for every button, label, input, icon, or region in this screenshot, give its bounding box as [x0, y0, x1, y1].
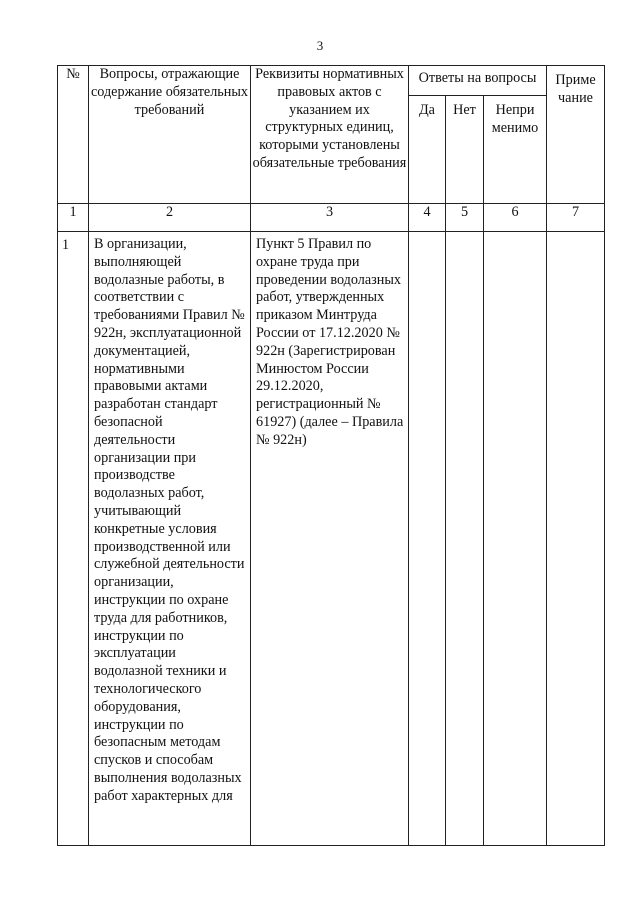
header-answers: Ответы на вопросы [409, 66, 547, 96]
table-row [58, 232, 605, 846]
answer-yes-cell[interactable] [409, 232, 446, 846]
header-yes: Да [409, 96, 446, 204]
answer-no-cell[interactable] [446, 232, 484, 846]
column-number: 6 [484, 204, 547, 232]
column-number: 4 [409, 204, 446, 232]
row-number: 1 [58, 232, 89, 846]
header-no: Нет [446, 96, 484, 204]
column-number: 3 [251, 204, 409, 232]
header-requisites: Реквизиты нормативных правовых актов с указанием их структурных единиц, которыми установлены обязательные требования [251, 66, 409, 204]
column-number-row [58, 204, 605, 232]
header-question: Вопросы, отражающие содержание обязательных требований [89, 66, 251, 204]
header-num: № [58, 66, 89, 204]
question-text: В организации, выполняющей водолазные работы, в соответствии с требованиями Правил № 922н, эксплуатационной документацией, нормативными правовыми актами разработан стандарт безопасной деятельности организации при производстве водолазных работ, учитывающий конкретные условия производственной или служебной деятельности организации, инструкции по охране труда для работников, инструкции по эксплуатации водолазной техники и технологического оборудования, инструкции по безопасным методам спусков и способам выполнения водолазных работ характерных для [89, 232, 251, 846]
requisites-text: Пункт 5 Правил по охране труда при проведении водолазных работ, утвержденных приказом Минтруда России от 17.12.2020 № 922н (Зарегистрирован Минюстом России 29.12.2020, регистрационный № 61927) (далее – Правила № 922н) [251, 232, 409, 846]
column-number: 7 [547, 204, 605, 232]
header-note: Приме чание [547, 66, 605, 204]
note-cell[interactable] [547, 232, 605, 846]
column-number: 1 [58, 204, 89, 232]
page-number: 3 [316, 38, 324, 53]
column-number: 5 [446, 204, 484, 232]
answer-not-applicable-cell[interactable] [484, 232, 547, 846]
checklist-table [57, 65, 605, 846]
header-row [58, 66, 605, 96]
header-not-applicable: Непри менимо [484, 96, 547, 204]
column-number: 2 [89, 204, 251, 232]
